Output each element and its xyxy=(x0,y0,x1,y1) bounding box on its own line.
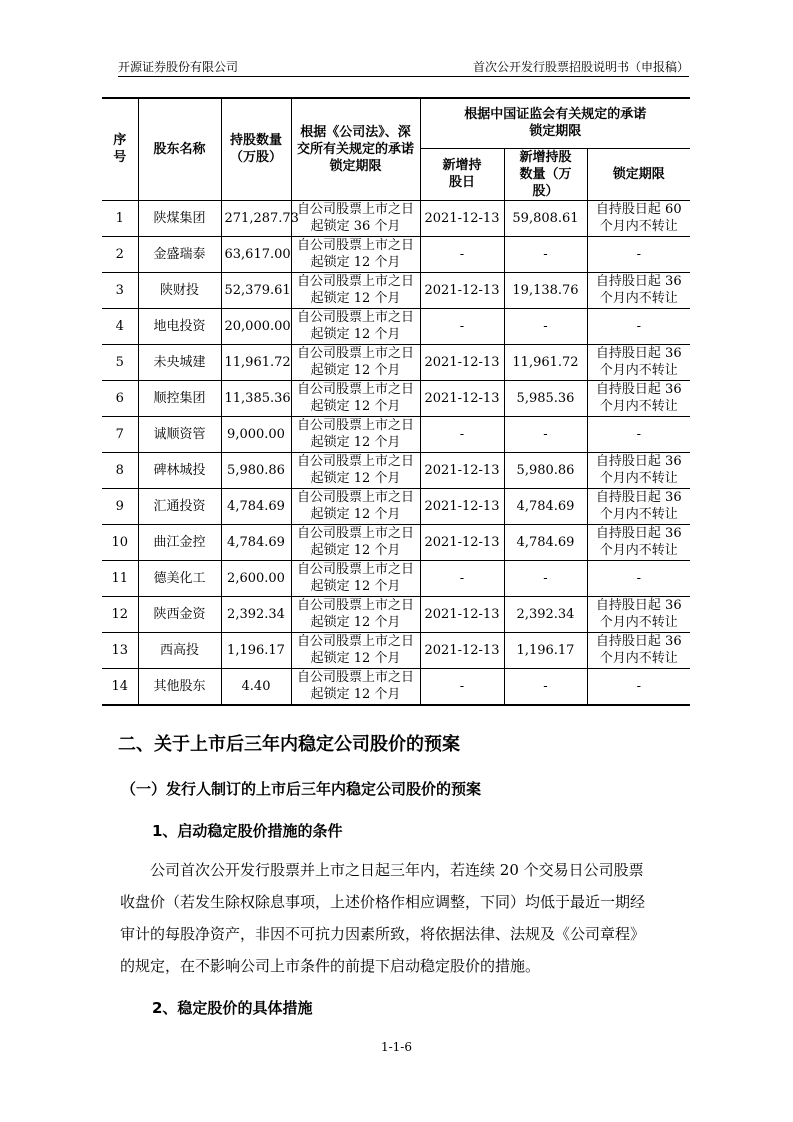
cell-seq: 3 xyxy=(102,272,138,308)
cell-name: 汇通投资 xyxy=(138,488,221,524)
cell-new-shares: 2,392.34 xyxy=(504,596,587,632)
cell-seq: 9 xyxy=(102,488,138,524)
cell-new-shares: 59,808.61 xyxy=(504,200,587,236)
col-new-shares-header: 新增持股数量（万股） xyxy=(504,148,587,200)
cell-new-date: - xyxy=(420,236,504,272)
cell-new-date: 2021-12-13 xyxy=(420,632,504,668)
cell-new-date: - xyxy=(420,560,504,596)
paragraph-line-4: 的规定，在不影响公司上市条件的前提下启动稳定股价的措施。 xyxy=(120,957,541,975)
cell-lock-period: 自持股日起 36 个月内不转让 xyxy=(587,632,690,668)
page-header xyxy=(118,56,689,77)
cell-name: 陕西金资 xyxy=(138,596,221,632)
cell-lock-period: 自持股日起 36 个月内不转让 xyxy=(587,344,690,380)
cell-new-date: 2021-12-13 xyxy=(420,596,504,632)
cell-seq: 5 xyxy=(102,344,138,380)
table-row xyxy=(102,380,690,416)
cell-company-law: 自公司股票上市之日起锁定 12 个月 xyxy=(291,632,420,668)
cell-name: 未央城建 xyxy=(138,344,221,380)
cell-new-shares: - xyxy=(504,416,587,452)
cell-shares: 1,196.17 xyxy=(221,632,291,668)
shareholder-lockup-table xyxy=(102,97,690,706)
paragraph-line-2: 收盘价（若发生除权除息事项，上述价格作相应调整，下同）均低于最近一期经 xyxy=(120,893,646,911)
header-company: 开源证券股份有限公司 xyxy=(118,60,239,74)
cell-lock-period: - xyxy=(587,560,690,596)
cell-lock-period: 自持股日起 36 个月内不转让 xyxy=(587,380,690,416)
cell-new-shares: - xyxy=(504,560,587,596)
cell-shares: 271,287.73 xyxy=(221,200,291,236)
cell-new-date: 2021-12-13 xyxy=(420,272,504,308)
cell-lock-period: 自持股日起 36 个月内不转让 xyxy=(587,488,690,524)
cell-shares: 4,784.69 xyxy=(221,488,291,524)
cell-new-date: - xyxy=(420,668,504,705)
cell-name: 地电投资 xyxy=(138,308,221,344)
cell-lock-period: - xyxy=(587,308,690,344)
table-row xyxy=(102,560,690,596)
cell-company-law: 自公司股票上市之日起锁定 12 个月 xyxy=(291,524,420,560)
col-seq-header: 序号 xyxy=(102,98,138,200)
cell-seq: 6 xyxy=(102,380,138,416)
cell-new-shares: 1,196.17 xyxy=(504,632,587,668)
col-csrc-header: 根据中国证监会有关规定的承诺锁定期限 xyxy=(420,98,690,148)
table-row xyxy=(102,416,690,452)
cell-new-date: 2021-12-13 xyxy=(420,344,504,380)
cell-company-law: 自公司股票上市之日起锁定 12 个月 xyxy=(291,272,420,308)
cell-new-date: 2021-12-13 xyxy=(420,452,504,488)
cell-name: 诚顺资管 xyxy=(138,416,221,452)
cell-shares: 2,392.34 xyxy=(221,596,291,632)
cell-seq: 10 xyxy=(102,524,138,560)
subsection-title: （一）发行人制订的上市后三年内稳定公司股价的预案 xyxy=(121,780,482,798)
cell-shares: 4.40 xyxy=(221,668,291,705)
cell-company-law: 自公司股票上市之日起锁定 12 个月 xyxy=(291,452,420,488)
cell-new-date: - xyxy=(420,308,504,344)
cell-new-shares: - xyxy=(504,308,587,344)
cell-new-date: 2021-12-13 xyxy=(420,524,504,560)
cell-company-law: 自公司股票上市之日起锁定 12 个月 xyxy=(291,668,420,705)
cell-company-law: 自公司股票上市之日起锁定 12 个月 xyxy=(291,416,420,452)
cell-new-shares: 4,784.69 xyxy=(504,488,587,524)
cell-company-law: 自公司股票上市之日起锁定 12 个月 xyxy=(291,380,420,416)
cell-lock-period: 自持股日起 36 个月内不转让 xyxy=(587,596,690,632)
paragraph-line-1: 公司首次公开发行股票并上市之日起三年内，若连续 20 个交易日公司股票 xyxy=(150,861,644,879)
table-row xyxy=(102,344,690,380)
table-row xyxy=(102,308,690,344)
cell-name: 顺控集团 xyxy=(138,380,221,416)
cell-seq: 4 xyxy=(102,308,138,344)
cell-shares: 20,000.00 xyxy=(221,308,291,344)
section-title: 二、关于上市后三年内稳定公司股价的预案 xyxy=(118,734,460,755)
cell-new-date: 2021-12-13 xyxy=(420,380,504,416)
table-row xyxy=(102,236,690,272)
cell-new-shares: - xyxy=(504,236,587,272)
table-row xyxy=(102,668,690,705)
cell-name: 陕财投 xyxy=(138,272,221,308)
table-row xyxy=(102,272,690,308)
cell-new-date: - xyxy=(420,416,504,452)
cell-shares: 52,379.61 xyxy=(221,272,291,308)
cell-shares: 5,980.86 xyxy=(221,452,291,488)
header-doc-title: 首次公开发行股票招股说明书（申报稿） xyxy=(472,60,689,74)
paragraph-line-3: 审计的每股净资产，非因不可抗力因素所致，将依据法律、法规及《公司章程》 xyxy=(120,925,646,943)
cell-new-shares: 5,980.86 xyxy=(504,452,587,488)
table-row xyxy=(102,524,690,560)
cell-company-law: 自公司股票上市之日起锁定 12 个月 xyxy=(291,488,420,524)
cell-lock-period: - xyxy=(587,236,690,272)
cell-shares: 63,617.00 xyxy=(221,236,291,272)
cell-company-law: 自公司股票上市之日起锁定 36 个月 xyxy=(291,200,420,236)
cell-shares: 9,000.00 xyxy=(221,416,291,452)
cell-seq: 8 xyxy=(102,452,138,488)
cell-company-law: 自公司股票上市之日起锁定 12 个月 xyxy=(291,236,420,272)
col-company-law-header: 根据《公司法》、深交所有关规定的承诺锁定期限 xyxy=(291,98,420,200)
table-row xyxy=(102,632,690,668)
cell-new-shares: 11,961.72 xyxy=(504,344,587,380)
cell-seq: 11 xyxy=(102,560,138,596)
cell-company-law: 自公司股票上市之日起锁定 12 个月 xyxy=(291,344,420,380)
cell-shares: 2,600.00 xyxy=(221,560,291,596)
page-number: 1-1-6 xyxy=(380,1040,412,1054)
col-name-header: 股东名称 xyxy=(138,98,221,200)
cell-new-shares: 19,138.76 xyxy=(504,272,587,308)
cell-name: 西高投 xyxy=(138,632,221,668)
cell-seq: 7 xyxy=(102,416,138,452)
cell-name: 金盛瑞泰 xyxy=(138,236,221,272)
cell-lock-period: 自持股日起 36 个月内不转让 xyxy=(587,272,690,308)
cell-name: 曲江金控 xyxy=(138,524,221,560)
table-row xyxy=(102,200,690,236)
cell-new-date: 2021-12-13 xyxy=(420,488,504,524)
cell-new-date: 2021-12-13 xyxy=(420,200,504,236)
cell-name: 其他股东 xyxy=(138,668,221,705)
col-new-date-header: 新增持股日 xyxy=(420,148,504,200)
cell-name: 德美化工 xyxy=(138,560,221,596)
item2-title: 2、稳定股价的具体措施 xyxy=(152,999,313,1017)
cell-shares: 11,961.72 xyxy=(221,344,291,380)
cell-company-law: 自公司股票上市之日起锁定 12 个月 xyxy=(291,596,420,632)
col-lock-period-header: 锁定期限 xyxy=(587,148,690,200)
cell-new-shares: 4,784.69 xyxy=(504,524,587,560)
cell-seq: 12 xyxy=(102,596,138,632)
table-row xyxy=(102,488,690,524)
cell-seq: 13 xyxy=(102,632,138,668)
cell-name: 碑林城投 xyxy=(138,452,221,488)
cell-shares: 11,385.36 xyxy=(221,380,291,416)
cell-seq: 1 xyxy=(102,200,138,236)
cell-lock-period: 自持股日起 36 个月内不转让 xyxy=(587,452,690,488)
cell-lock-period: - xyxy=(587,668,690,705)
table-row xyxy=(102,596,690,632)
table-row xyxy=(102,452,690,488)
cell-shares: 4,784.69 xyxy=(221,524,291,560)
cell-company-law: 自公司股票上市之日起锁定 12 个月 xyxy=(291,560,420,596)
item1-title: 1、启动稳定股价措施的条件 xyxy=(152,822,343,840)
cell-lock-period: 自持股日起 60 个月内不转让 xyxy=(587,200,690,236)
col-shares-header: 持股数量（万股） xyxy=(221,98,291,200)
cell-seq: 14 xyxy=(102,668,138,705)
cell-name: 陕煤集团 xyxy=(138,200,221,236)
cell-company-law: 自公司股票上市之日起锁定 12 个月 xyxy=(291,308,420,344)
cell-new-shares: - xyxy=(504,668,587,705)
cell-lock-period: 自持股日起 36 个月内不转让 xyxy=(587,524,690,560)
cell-seq: 2 xyxy=(102,236,138,272)
cell-lock-period: - xyxy=(587,416,690,452)
cell-new-shares: 5,985.36 xyxy=(504,380,587,416)
